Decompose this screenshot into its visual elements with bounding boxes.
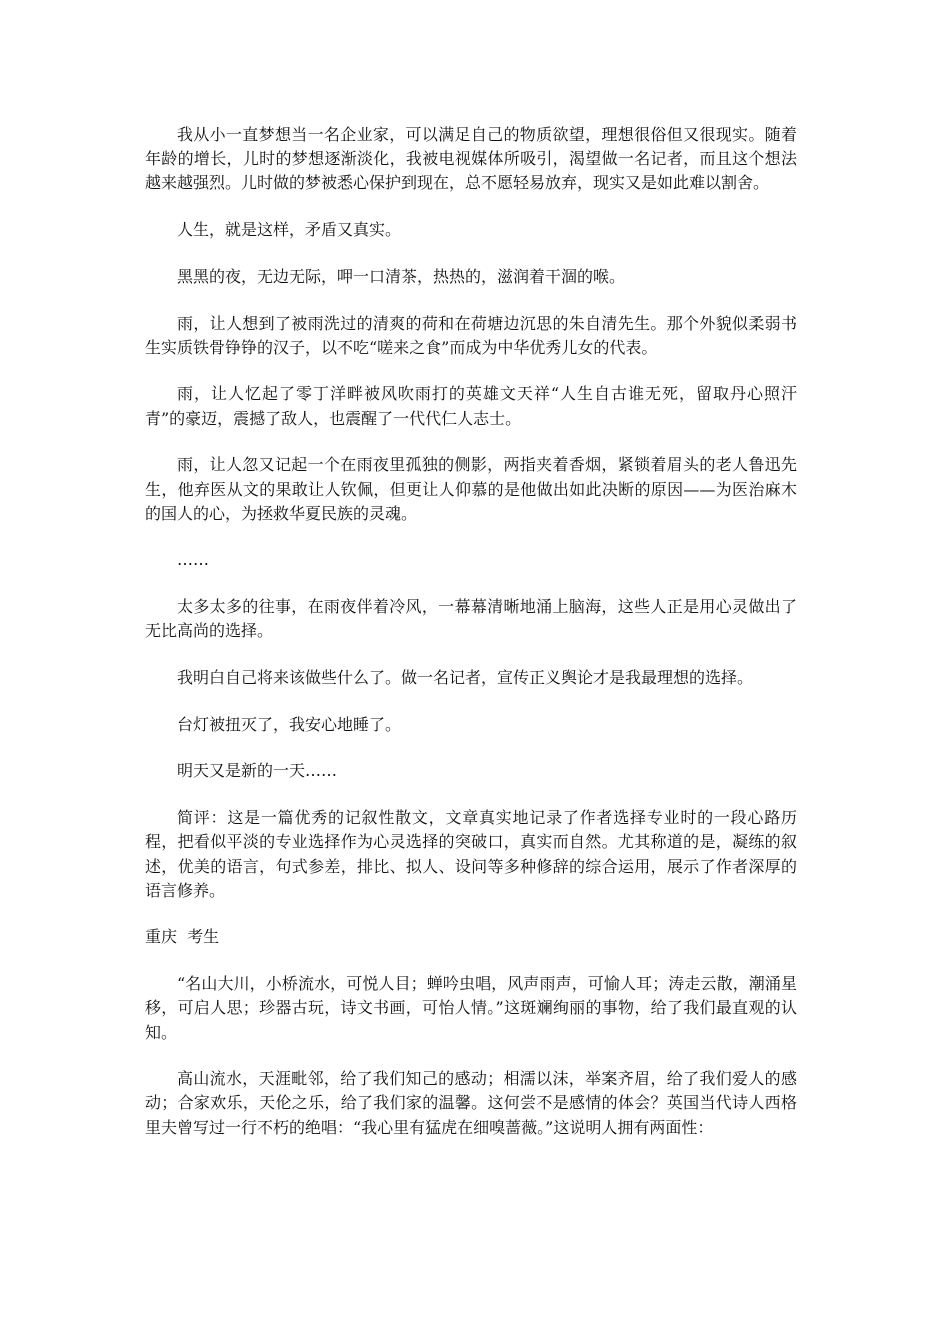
paragraph-rain-wen-tianxiang: 雨，让人忆起了零丁洋畔被风吹雨打的英雄文天祥“人生自古谁无死，留取丹心照汗青”的豪迈，震撼了敌人，也震醒了一代代仁人志士。	[145, 384, 797, 428]
paragraph-decision: 我明白自己将来该做些什么了。做一名记者，宣传正义舆论才是我最理想的选择。	[177, 668, 754, 688]
paragraph-night: 黑黑的夜，无边无际，呷一口清茶，热热的，滋润着干涸的喉。	[177, 266, 626, 286]
paragraph-ellipsis: ……	[177, 550, 209, 570]
author-line: 重庆 考生	[145, 927, 220, 947]
paragraph-rain-zhu-ziqing: 雨，让人想到了被雨洗过的清爽的荷和在荷塘边沉思的朱自清先生。那个外貌似柔弱书生实质铁骨铮铮的汉子，以不吃“嗟来之食”而成为中华优秀儿女的代表。	[145, 313, 797, 357]
paragraph-commentary: 简评：这是一篇优秀的记叙性散文，文章真实地记录了作者选择专业时的一段心路历程，把看似平淡的专业选择作为心灵选择的突破口，真实而自然。尤其称道的是，凝练的叙述，优美的语言，句式参差，排比、拟人、设问等多种修辞的综合运用，展示了作者深厚的语言修养。	[145, 808, 797, 900]
paragraph-new-day: 明天又是新的一天……	[177, 761, 338, 781]
paragraph-dream: 我从小一直梦想当一名企业家，可以满足自己的物质欲望，理想很俗但又很现实。随着年龄的增长，儿时的梦想逐渐淡化，我被电视媒体所吸引，渴望做一名记者，而且这个想法越来越强烈。儿时做的梦被悉心保护到现在，总不愿轻易放弃，现实又是如此难以割舍。	[145, 125, 797, 193]
paragraph-memories: 太多太多的往事，在雨夜伴着冷风，一幕幕清晰地涌上脑海，这些人正是用心灵做出了无比高尚的选择。	[145, 597, 797, 641]
paragraph-quote-scenery: “名山大川，小桥流水，可悦人目；蝉吟虫唱，风声雨声，可愉人耳；涛走云散，潮涌星移，可启人思；珍器古玩，诗文书画，可怡人情。”这斑斓绚丽的事物，给了我们最直观的认知。	[145, 974, 797, 1042]
paragraph-lamp: 台灯被扭灭了，我安心地睡了。	[177, 714, 402, 734]
paragraph-rain-lu-xun: 雨，让人忽又记起一个在雨夜里孤独的侧影，两指夹着香烟，紧锁着眉头的老人鲁迅先生，他弃医从文的果敢让人钦佩，但更让人仰慕的是他做出如此决断的原因——为医治麻木的国人的心，为拯救华夏民族的灵魂。	[145, 455, 797, 523]
paragraph-life: 人生，就是这样，矛盾又真实。	[177, 220, 402, 240]
paragraph-emotion: 高山流水，天涯毗邻，给了我们知己的感动；相濡以沫，举案齐眉，给了我们爱人的感动；合家欢乐，天伦之乐，给了我们家的温馨。这何尝不是感情的体会？英国当代诗人西格里夫曾写过一行不朽的绝唱：“我心里有猛虎在细嗅蔷薇。”这说明人拥有两面性：	[145, 1069, 797, 1137]
document-page	[145, 123, 797, 1162]
